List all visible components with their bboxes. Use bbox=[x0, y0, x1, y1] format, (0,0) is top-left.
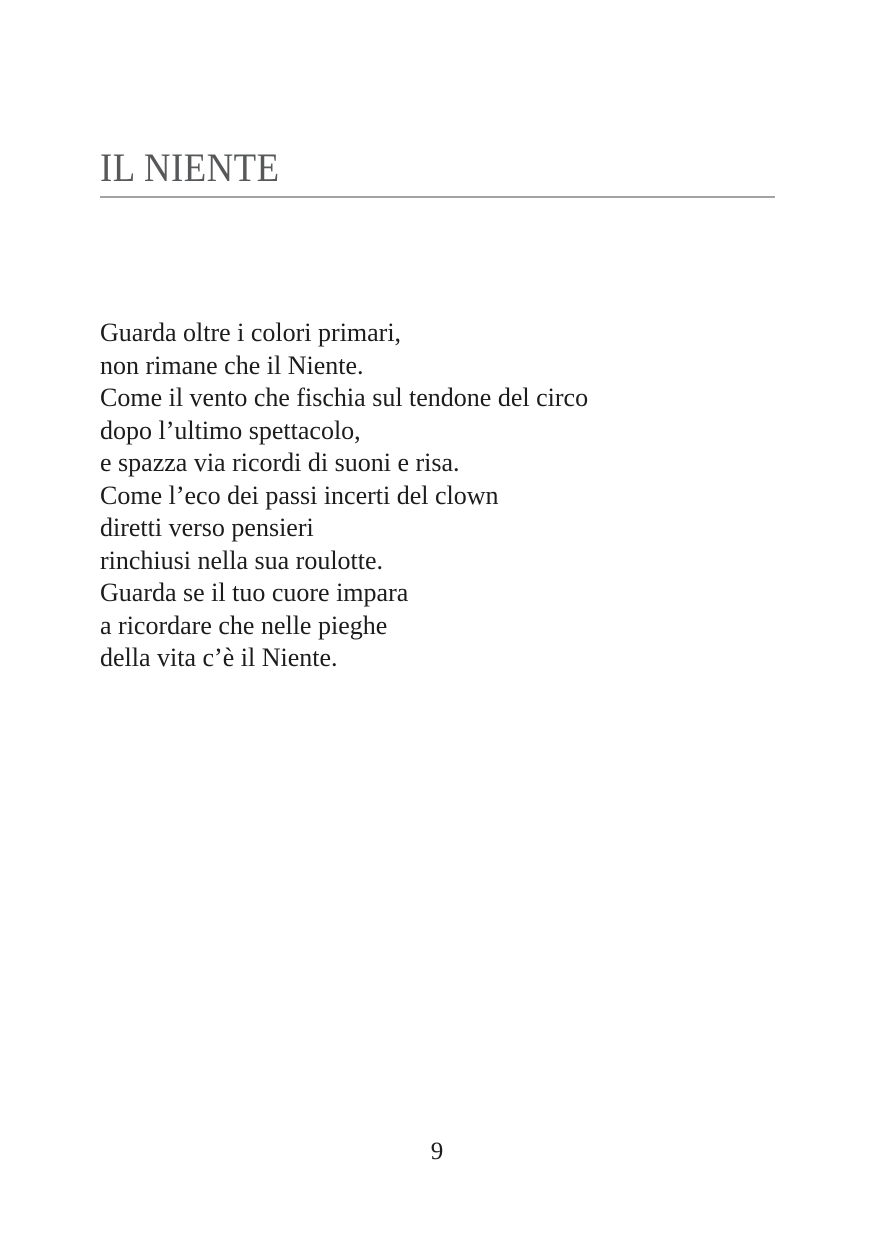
poem-line: Come il vento che fischia sul tendone del circo bbox=[100, 383, 589, 412]
poem-line: Guarda oltre i colori primari, bbox=[100, 318, 402, 347]
poem-line: rinchiusi nella sua roulotte. bbox=[100, 545, 384, 575]
poem-line: e spazza via ricordi di suoni e risa. bbox=[100, 448, 460, 477]
poem-body bbox=[100, 317, 760, 675]
page-title: IL NIENTE bbox=[100, 145, 280, 190]
page-number: 9 bbox=[430, 1138, 444, 1165]
poem-line: diretti verso pensieri bbox=[100, 513, 314, 542]
poem-line: dopo l’ultimo spettacolo, bbox=[100, 415, 361, 445]
poem-line: a ricordare che nelle pieghe bbox=[100, 610, 388, 640]
chapter-header bbox=[100, 145, 775, 198]
poem-line: della vita c’è il Niente. bbox=[100, 643, 338, 672]
poem-line: Come l’eco dei passi incerti del clown bbox=[100, 480, 499, 510]
poem-line: Guarda se il tuo cuore impara bbox=[100, 578, 409, 607]
poem-line: non rimane che il Niente. bbox=[100, 350, 364, 380]
